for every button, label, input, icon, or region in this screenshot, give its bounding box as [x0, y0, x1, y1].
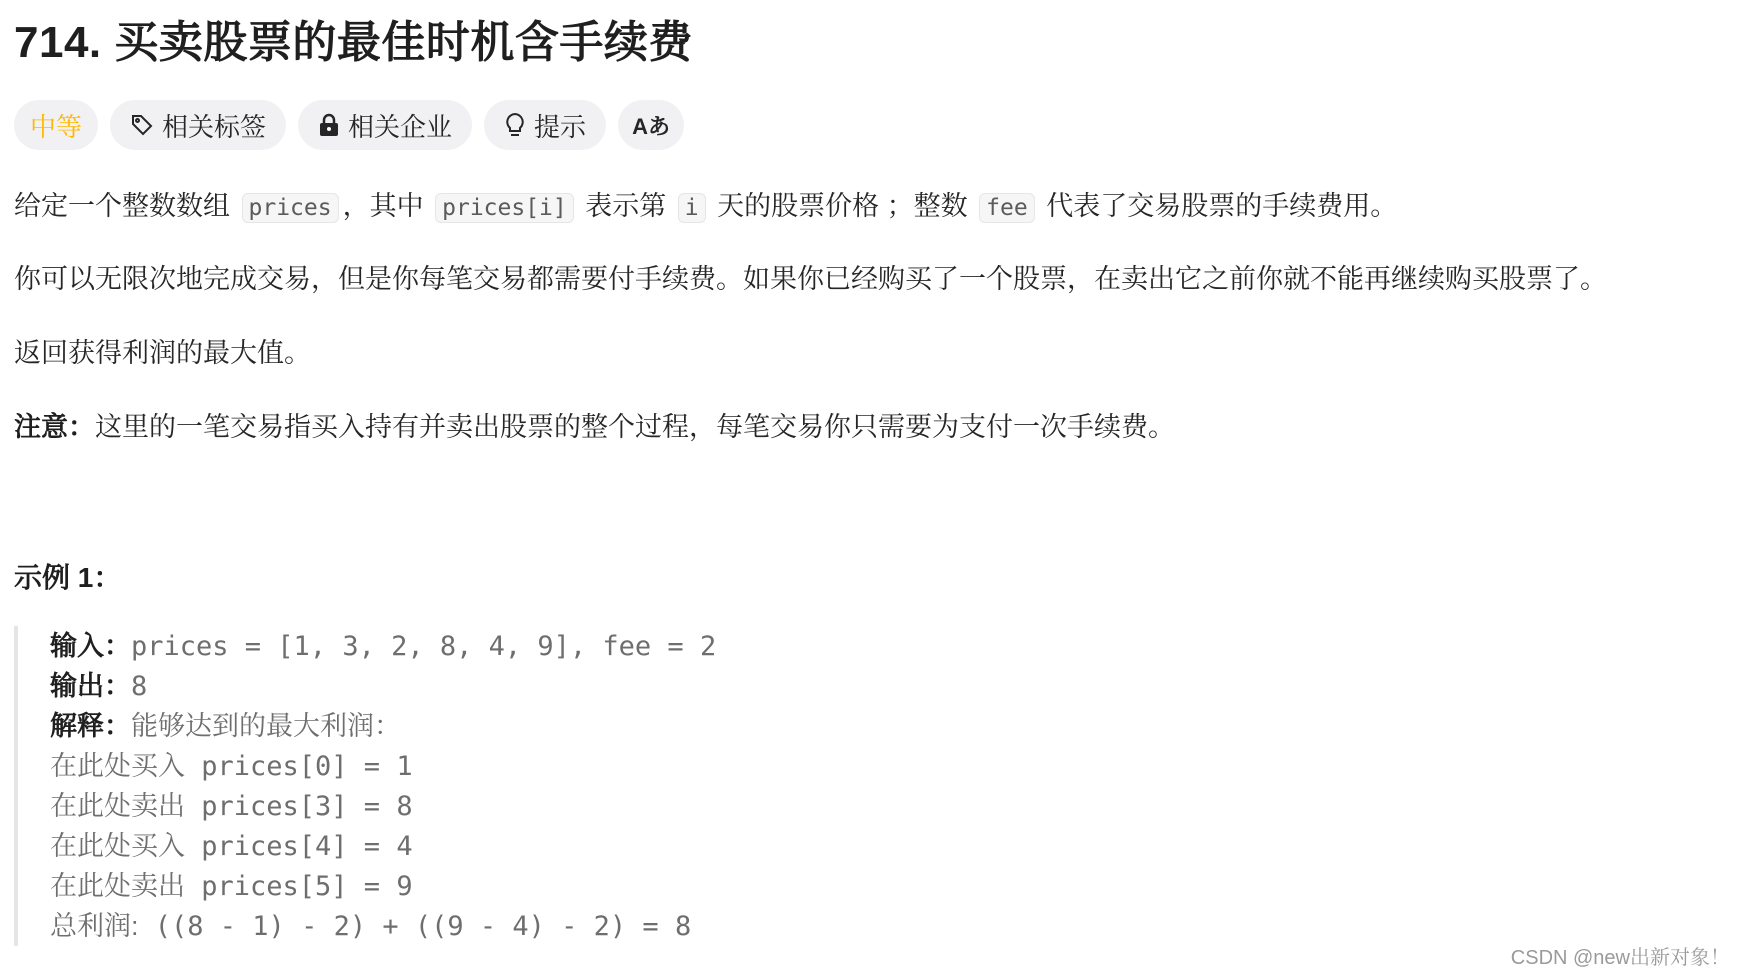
- example-step-line: 在此处买入 prices[0] = 1: [50, 751, 413, 782]
- description-paragraph-3: 返回获得利润的最大值。: [14, 338, 311, 368]
- inline-code: prices: [242, 193, 339, 223]
- example-title: 示例 1：: [14, 562, 122, 593]
- inline-code: prices[i]: [435, 193, 574, 223]
- translate-icon: Aあ: [632, 113, 670, 139]
- example-input-line: 输入：prices = [1, 3, 2, 8, 4, 9], fee = 2: [50, 631, 717, 662]
- related-tags-button[interactable]: [110, 100, 286, 150]
- related-tags-label: 相关标签: [162, 111, 267, 142]
- watermark: CSDN @new出新对象！: [1510, 947, 1730, 969]
- note-text: 这里的一笔交易指买入持有并卖出股票的整个过程，每笔交易你只需要为支付一次手续费。: [95, 412, 1175, 442]
- difficulty-badge[interactable]: 中等: [14, 100, 98, 150]
- lock-icon: [318, 113, 340, 137]
- tag-icon: [130, 113, 154, 137]
- tag-bar: [14, 100, 684, 150]
- note-label: 注意：: [14, 412, 95, 442]
- example-step-line: 在此处卖出 prices[5] = 9: [50, 871, 413, 902]
- lightbulb-icon: [504, 112, 526, 138]
- description-paragraph-1: 给定一个整数数组 prices ，其中 prices[i] 表示第 i 天的股票价格 ；整数 fee 代表了交易股票的手续费用。: [14, 191, 1398, 221]
- hint-button[interactable]: [484, 100, 606, 150]
- page-title: 714. 买卖股票的最佳时机含手续费: [14, 18, 693, 67]
- example-block: [14, 626, 914, 946]
- related-companies-label: 相关企业: [348, 111, 453, 142]
- related-companies-button[interactable]: [298, 100, 472, 150]
- example-step-line: 在此处卖出 prices[3] = 8: [50, 791, 413, 822]
- example-output-line: 输出：8: [50, 671, 148, 702]
- example-step-line: 在此处买入 prices[4] = 4: [50, 831, 413, 862]
- example-total-line: 总利润: ((8 - 1) - 2) + ((9 - 4) - 2) = 8: [50, 911, 692, 942]
- inline-code: i: [678, 193, 706, 223]
- hint-label: 提示: [534, 111, 587, 142]
- translate-button[interactable]: [618, 100, 684, 150]
- description-paragraph-2: 你可以无限次地完成交易，但是你每笔交易都需要付手续费。如果你已经购买了一个股票，在卖出它之前你就不能再继续购买股票了。: [14, 264, 1607, 294]
- example-explain-line: 解释：能够达到的最大利润：: [50, 711, 401, 741]
- description-note: [14, 407, 1175, 447]
- inline-code: fee: [979, 193, 1035, 223]
